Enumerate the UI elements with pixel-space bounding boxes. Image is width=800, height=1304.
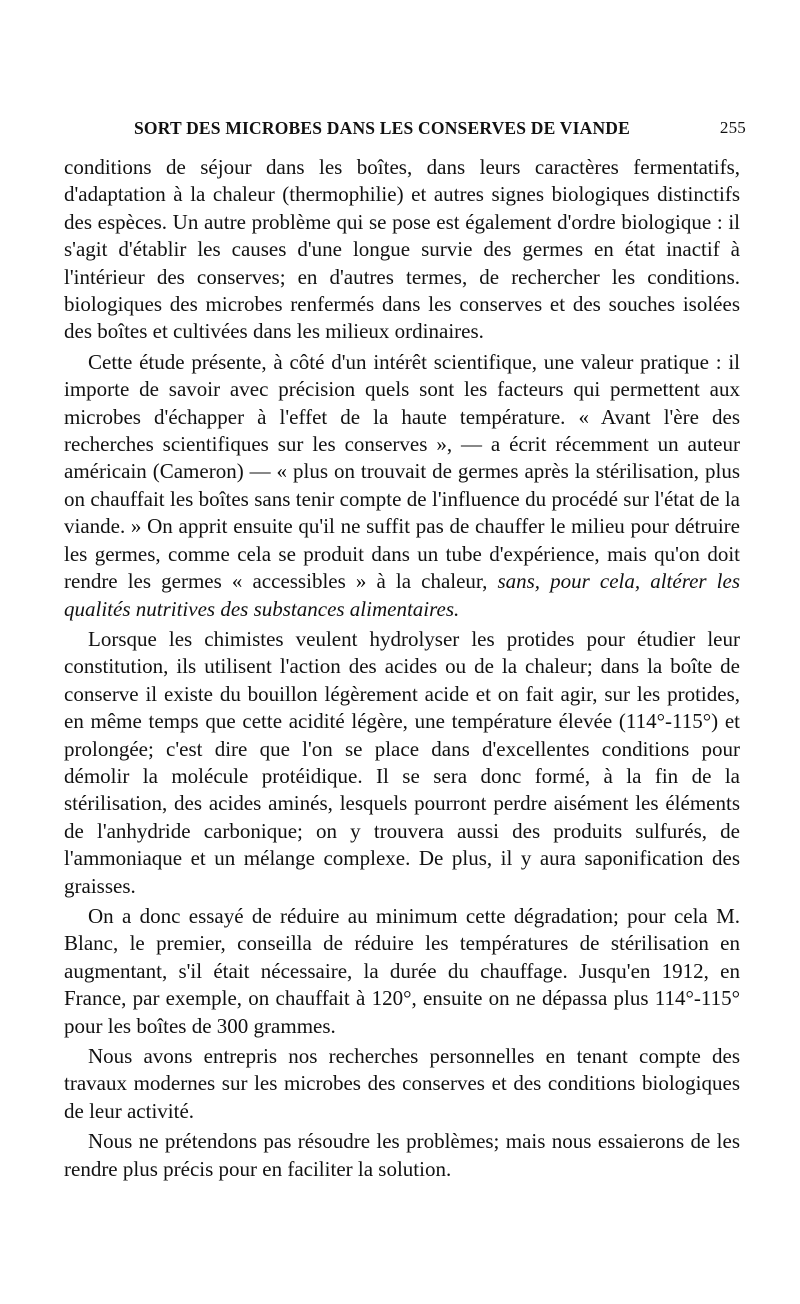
running-head [64, 112, 746, 146]
paragraph-5: Nous avons entrepris nos recherches personnelles en tenant compte des travaux modernes sur les microbes des conserves et des conditions biologiques de leur activité. [64, 1044, 740, 1123]
book-page [64, 112, 746, 1186]
running-title: SORT DES MICROBES DANS LES CONSERVES DE VIANDE [134, 118, 630, 138]
paragraph-2-text: Cette étude présente, à côté d'un intérêt scientifique, une valeur pratique : il importe de savoir avec précision quels sont les facteurs qui permettent aux microbes d'échapper à l'effet de la haute température. « Avant l'ère des recherches scientifiques sur les conserves », — a écrit récemment un auteur américain (Cameron) — « plus on trouvait de germes après la stérilisation, plus on chauffait les boîtes sans tenir compte de l'influence du procédé sur l'état de la viande. » On apprit ensuite qu'il ne suffit pas de chauffer le milieu pour détruire les germes, comme cela se produit dans un tube d'expérience, mais qu'on doit rendre les germes « accessibles » à la chaleur, [64, 349, 740, 594]
page-number: 255 [719, 118, 746, 137]
paragraph-1: conditions de séjour dans les boîtes, dans leurs caractères fermentatifs, d'adaptation à la chaleur (thermophilie) et autres signes biologiques distinctifs des espèces. Un autre problème qui se pose est également d'ordre biologique : il s'agit d'établir les causes d'une longue survie des germes en état inactif à l'intérieur des conserves; en d'autres termes, de rechercher les conditions. biologiques des microbes renfermés dans les conserves et des souches isolées des boîtes et cultivées dans les milieux ordinaires. [64, 155, 740, 344]
body-text [64, 154, 740, 1183]
paragraph-6: Nous ne prétendons pas résoudre les problèmes; mais nous essaierons de les rendre plus précis pour en faciliter la solution. [64, 1129, 740, 1181]
paragraph-4: On a donc essayé de réduire au minimum cette dégradation; pour cela M. Blanc, le premier, conseilla de réduire les températures de stérilisation en augmentant, s'il était nécessaire, la durée du chauffage. Jusqu'en 1912, en France, par exemple, on chauffait à 120°, ensuite on ne dépassa plus 114°-115° pour les boîtes de 300 grammes. [64, 903, 740, 1038]
paragraph-3: Lorsque les chimistes veulent hydrolyser les protides pour étudier leur constitution, ils utilisent l'action des acides ou de la chaleur; dans la boîte de conserve il existe du bouillon légèrement acide et on fait agir, sur les protides, en même temps que cette acidité légère, une température élevée (114°-115°) et prolongée; c'est dire que l'on se place dans d'excellentes conditions pour démolir la molécule protéidique. Il se sera donc formé, à la fin de la stérilisation, des acides aminés, lesquels pourront perdre aisément les éléments de l'anhydride carbonique; on y trouvera aussi des produits sulfurés, de l'ammoniaque et un mélange complexe. De plus, il y aura saponification des graisses. [64, 626, 740, 898]
paragraph-2-italic: sans, pour cela, altérer les qualités nutritives des substances alimentaires. [64, 569, 741, 621]
paragraph-2 [64, 349, 740, 623]
